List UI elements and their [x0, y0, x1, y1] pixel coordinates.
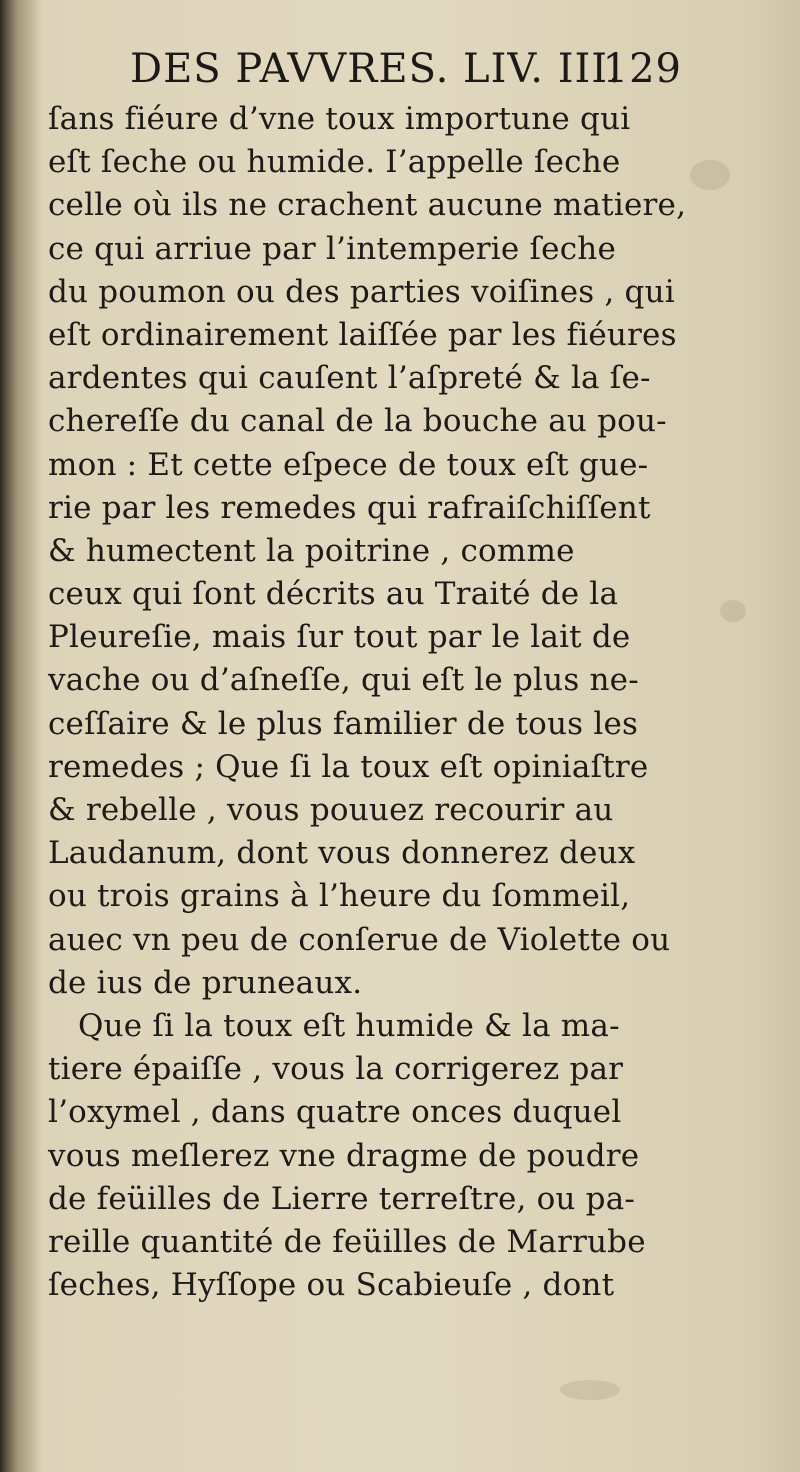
- text-line: ardentes qui cauſent l’aſpreté & la ſe-: [48, 360, 651, 397]
- paper-stain: [720, 600, 746, 622]
- text-line: de ius de pruneaux.: [48, 964, 363, 1001]
- text-line: eſt ordinairement laiſſée par les fiéures: [48, 316, 677, 353]
- text-line: Pleureſie, mais ſur tout par le lait de: [48, 619, 631, 656]
- text-line: tiere épaiſſe , vous la corrigerez par: [48, 1051, 624, 1088]
- text-line: du poumon ou des parties voiſines , qui: [48, 273, 675, 310]
- text-line: vous meſlerez vne dragme de poudre: [48, 1137, 640, 1174]
- text-line: & rebelle , vous pouuez recourir au: [48, 792, 614, 828]
- text-line: chereſſe du canal de la bouche au pou-: [48, 403, 667, 440]
- text-line: ſeches, Hyſſope ou Scabieuſe , dont: [48, 1267, 615, 1304]
- text-line: mon : Et cette eſpece de toux eſt gue-: [48, 446, 649, 483]
- text-line: celle où ils ne crachent aucune matiere,: [48, 187, 687, 224]
- binding-gutter-shadow: [0, 0, 42, 1472]
- text-line: ce qui arriue par l’intemperie ſeche: [48, 230, 617, 267]
- paragraph-start-line: Que ſi la toux eſt humide & la ma-: [78, 1007, 620, 1044]
- text-line: eſt ſeche ou humide. I’appelle ſeche: [48, 144, 621, 181]
- body-text: [48, 98, 698, 1307]
- paper-stain: [560, 1380, 620, 1400]
- page-number: 129: [602, 46, 682, 92]
- text-line: de feüilles de Lierre terreſtre, ou pa-: [48, 1180, 636, 1217]
- text-line: auec vn peu de conſerue de Violette ou: [48, 921, 671, 958]
- text-line: rie par les remedes qui rafraiſchiſſent: [48, 489, 651, 526]
- text-line: l’oxymel , dans quatre onces duquel: [48, 1094, 622, 1131]
- text-line: vache ou d’aſneſſe, qui eſt le plus ne-: [48, 662, 639, 699]
- running-head-title: DES PAVVRES. LIV. III.: [130, 46, 622, 92]
- text-line: reille quantité de feüilles de Marrube: [48, 1223, 646, 1260]
- text-line: ou trois grains à l’heure du ſommeil,: [48, 878, 631, 915]
- text-line: Laudanum, dont vous donnerez deux: [48, 835, 636, 872]
- text-line: remedes ; Que ſi la toux eſt opiniaſtre: [48, 748, 649, 785]
- text-line: & humectent la poitrine , comme: [48, 532, 575, 569]
- text-line: ceux qui ſont décrits au Traité de la: [48, 576, 619, 613]
- running-head: [130, 46, 690, 100]
- text-line: ſans fiéure d’vne toux importune qui: [48, 101, 631, 137]
- text-line: ceſſaire & le plus familier de tous les: [48, 705, 639, 742]
